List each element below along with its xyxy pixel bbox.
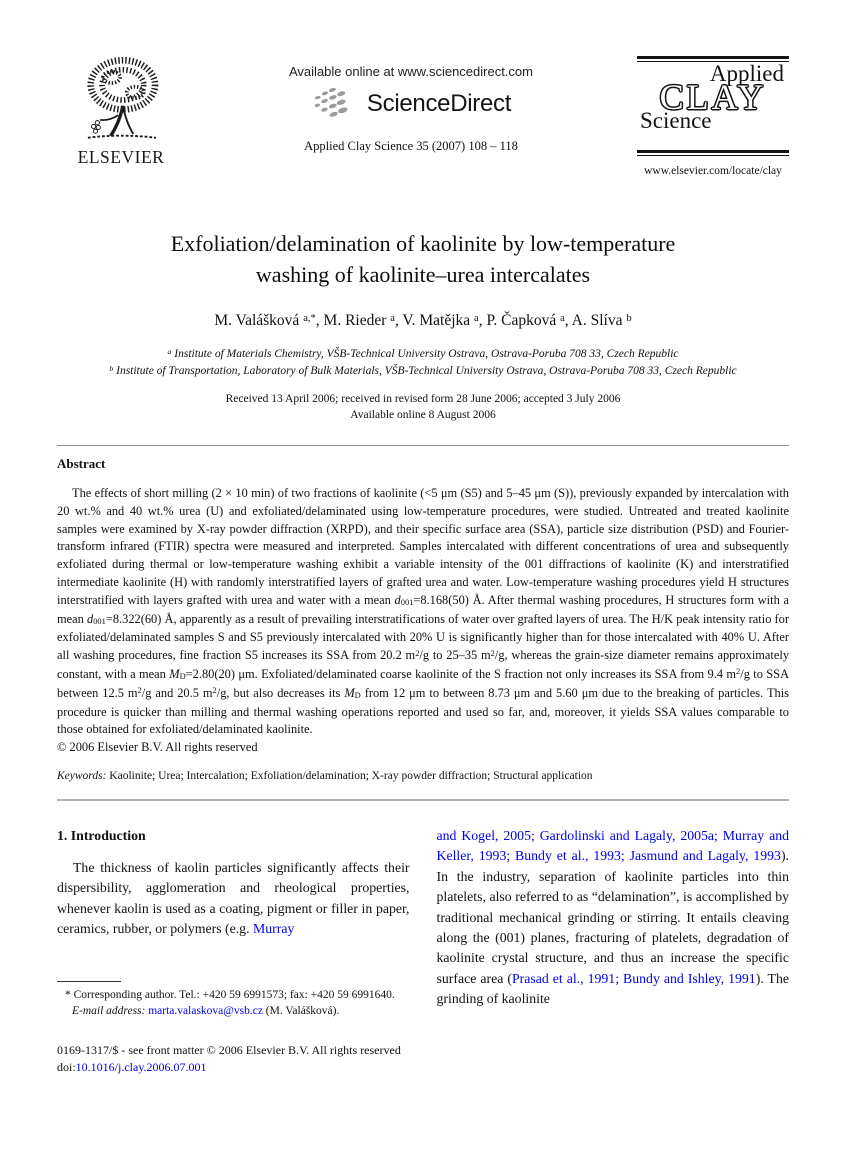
title-line-1: Exfoliation/delamination of kaolinite by low-temperature — [170, 231, 676, 256]
text-segment: a — [560, 312, 565, 324]
text-segment: D — [354, 690, 361, 701]
journal-logo-science: Science — [640, 108, 712, 133]
text-segment: The thickness of kaolin particles significantly affects their dispersibility, agglomeration and rheological properties, whenever kaolin is used as a coating, pigment or filler in paper, ceramics, rubber, or polymers (e.g. — [57, 859, 410, 937]
text-segment: M — [169, 666, 180, 681]
available-online-text: Available online at www.sciencedirect.com — [289, 64, 533, 79]
journal-logo-block — [637, 56, 789, 177]
text-segment: =2.80(20) μm. Exfoliated/delaminated coarse kaolinite of the S fraction not only increases its SSA from 9.4 m — [185, 666, 737, 681]
article-title — [57, 228, 789, 290]
elsevier-logo — [57, 56, 185, 168]
text-segment: /g and 20.5 m — [141, 685, 213, 700]
sciencedirect-leaves-icon — [311, 85, 361, 123]
left-column — [57, 826, 410, 1076]
text-segment: a — [474, 312, 479, 324]
copyright-line: © 2006 Elsevier B.V. All rights reserved — [57, 740, 258, 755]
title-line-2: washing of kaolinite–urea intercalates — [255, 262, 591, 287]
link[interactable]: and Kogel, 2005; Gardolinski and Lagaly, 2005a; Murray and Keller, 1993; Bundy et al., 1993; Jasmund and Lagaly, 1993 — [436, 827, 789, 864]
text-segment: a — [390, 312, 395, 324]
abstract-heading: Abstract — [57, 456, 106, 471]
abstract-section — [57, 456, 789, 784]
page-header — [57, 56, 789, 182]
author-list — [57, 312, 789, 330]
text-segment: Kaolinite; Urea; Intercalation; Exfoliation/delamination; X-ray powder diffraction; Structural application — [109, 769, 593, 782]
text-segment: /g to 25–35 m — [419, 648, 491, 663]
keywords-bottom-rule — [57, 799, 789, 801]
journal-citation: Applied Clay Science 35 (2007) 108 – 118 — [304, 139, 518, 153]
text-segment: 2 — [415, 647, 420, 658]
text-segment: M — [344, 685, 355, 700]
affiliation-a — [57, 346, 789, 363]
affiliations — [57, 346, 789, 380]
intro-paragraph-right — [437, 826, 790, 1010]
link[interactable]: Prasad et al., 1991; Bundy and Ishley, 1991 — [511, 970, 756, 986]
applied-clay-science-logo — [637, 61, 789, 148]
text-segment: , V. Matějka — [394, 312, 475, 329]
doi-line — [57, 1059, 410, 1076]
text-segment: a,* — [303, 312, 316, 324]
footnote-block — [57, 981, 410, 1076]
text-segment: d — [394, 592, 401, 607]
text-segment: , A. Slíva — [564, 312, 627, 329]
text-segment: =8.322(60) Å, apparently as a result of prevailing interstratifications of water over grafted layers of urea. The H/K peak intensity ratio for exfoliated/delaminated samples S and S5 previously intercalated with 20% U is significantly higher than for those intercalated with 40% U. After all washing procedures, fine fraction S5 increases its SSA from 20.2 m — [57, 611, 789, 663]
right-column — [437, 826, 790, 1076]
abstract-text — [57, 485, 789, 739]
text-segment: from 12 μm to between 8.73 μm and 5.60 μm due to the breaking of particles. This procedure is quicker than milling and thermal washing operations reported and used so far, and, moreover, it yields SSA values comparable to those obtained for exfoliated/delaminated kaolinite. — [57, 685, 789, 737]
article-history — [57, 391, 789, 423]
elsevier-logo-text: ELSEVIER — [77, 147, 165, 167]
text-segment: /g, but also decreases its — [216, 685, 345, 700]
text-segment: b — [626, 312, 632, 324]
text-segment: ). The grinding of kaolinite — [436, 970, 789, 1007]
text-segment: =8.168(50) Å. After thermal washing procedures, H structures form with a mean — [57, 592, 789, 626]
email-note — [57, 1003, 410, 1020]
text-segment: /g to SSA between 12.5 m — [57, 666, 790, 700]
text-segment: , P. Čapková — [478, 312, 561, 329]
text-segment: 001 — [93, 616, 106, 627]
text-segment: d — [87, 611, 94, 626]
text-segment: E-mail address: — [72, 1005, 149, 1018]
text-segment: The effects of short milling (2 × 10 min) of two fractions of kaolinite (<5 μm (S5) and 5–45 μm (S)), previously expanded by intercalation with 20 wt.% and 40 wt.% urea (U) and exfoliated/delaminated using low-temperature procedures, were studied. Untreated and treated kaolinite samples were examined by X-ray powder diffraction (XRPD), and their specific surface area (SSA), particle size distribution (PSD) and Fourier-transform infrared (FTIR) spectra were measured and interpreted. Samples intercalated with different concentrations of urea and subsequently exfoliated during thermal or low-temperature washing exhibit a variable intensity of the 001 diffractions of kaolinite (K) and interstratified intermediate kaolinite (H) with randomly interstratified layers of grafted urea and water. Low-temperature washing procedures yield H structures interstratified with layers grafted with urea and water with a mean — [57, 486, 789, 607]
section-heading-introduction: 1. Introduction — [57, 827, 146, 843]
header-center — [185, 56, 637, 154]
text-segment: ). In the industry, separation of kaolinite particles into thin platelets, also referred to as “delamination”, is accomplished by traditional mechanical grinding or stirring. It entails cleaving along the (001) planes, fracturing of platelets, degradation of kaolinite crystal structure, and thus an increase the specific surface area ( — [436, 848, 789, 986]
text-segment: doi: — [57, 1059, 76, 1074]
link[interactable]: marta.valaskova@vsb.cz — [148, 1005, 263, 1018]
elsevier-tree-icon — [69, 56, 173, 144]
text-segment: b — [109, 363, 114, 373]
body-columns — [57, 826, 789, 1076]
available-online-date: Available online 8 August 2006 — [350, 409, 496, 421]
text-segment: , M. Rieder — [315, 312, 391, 329]
text-segment: D — [179, 671, 186, 682]
intro-paragraph-left — [57, 858, 410, 940]
text-segment: Keywords: — [57, 769, 110, 782]
sciencedirect-logo — [185, 85, 637, 123]
double-rule-bottom — [637, 150, 789, 156]
issn-line: 0169-1317/$ - see front matter © 2006 Elsevier B.V. All rights reserved — [57, 1042, 401, 1057]
text-segment: 001 — [400, 597, 414, 608]
link[interactable]: 10.1016/j.clay.2006.07.001 — [75, 1059, 207, 1074]
journal-logo-clay: CLAY — [659, 77, 767, 117]
text-segment: M. Valášková — [214, 312, 304, 329]
affiliation-b — [57, 363, 789, 380]
text-segment: a — [167, 346, 172, 356]
keywords-line — [57, 769, 789, 784]
text-segment: * Corresponding author. Tel.: +420 59 6991573; fax: +420 59 6991640. — [65, 988, 395, 1001]
text-segment: Institute of Materials Chemistry, VŠB-Technical University Ostrava, Ostrava-Poruba 708 33, Czech Republic — [171, 348, 679, 360]
link[interactable]: Murray — [252, 921, 295, 937]
corresponding-author-note — [57, 987, 410, 1004]
text-segment: 2 — [490, 647, 495, 658]
text-segment: (M. Valášková). — [262, 1005, 340, 1018]
text-segment: 2 — [137, 685, 142, 696]
journal-logo-applied: Applied — [709, 61, 784, 86]
journal-url-link[interactable]: www.elsevier.com/locate/clay — [644, 165, 782, 177]
footnote-separator — [57, 981, 121, 982]
text-segment: Institute of Transportation, Laboratory of Bulk Materials, VŠB-Technical University Ostrava, Ostrava-Poruba 708 33, Czech Republic — [113, 365, 737, 377]
sciencedirect-logo-text: ScienceDirect — [366, 90, 512, 117]
received-dates: Received 13 April 2006; received in revised form 28 June 2006; accepted 3 July 2006 — [225, 393, 621, 405]
text-segment: 2 — [736, 666, 741, 677]
text-segment: 2 — [212, 685, 217, 696]
text-segment: /g, whereas the grain-size diameter remains approximately constant, with a mean — [57, 648, 790, 681]
abstract-top-rule — [57, 445, 789, 446]
